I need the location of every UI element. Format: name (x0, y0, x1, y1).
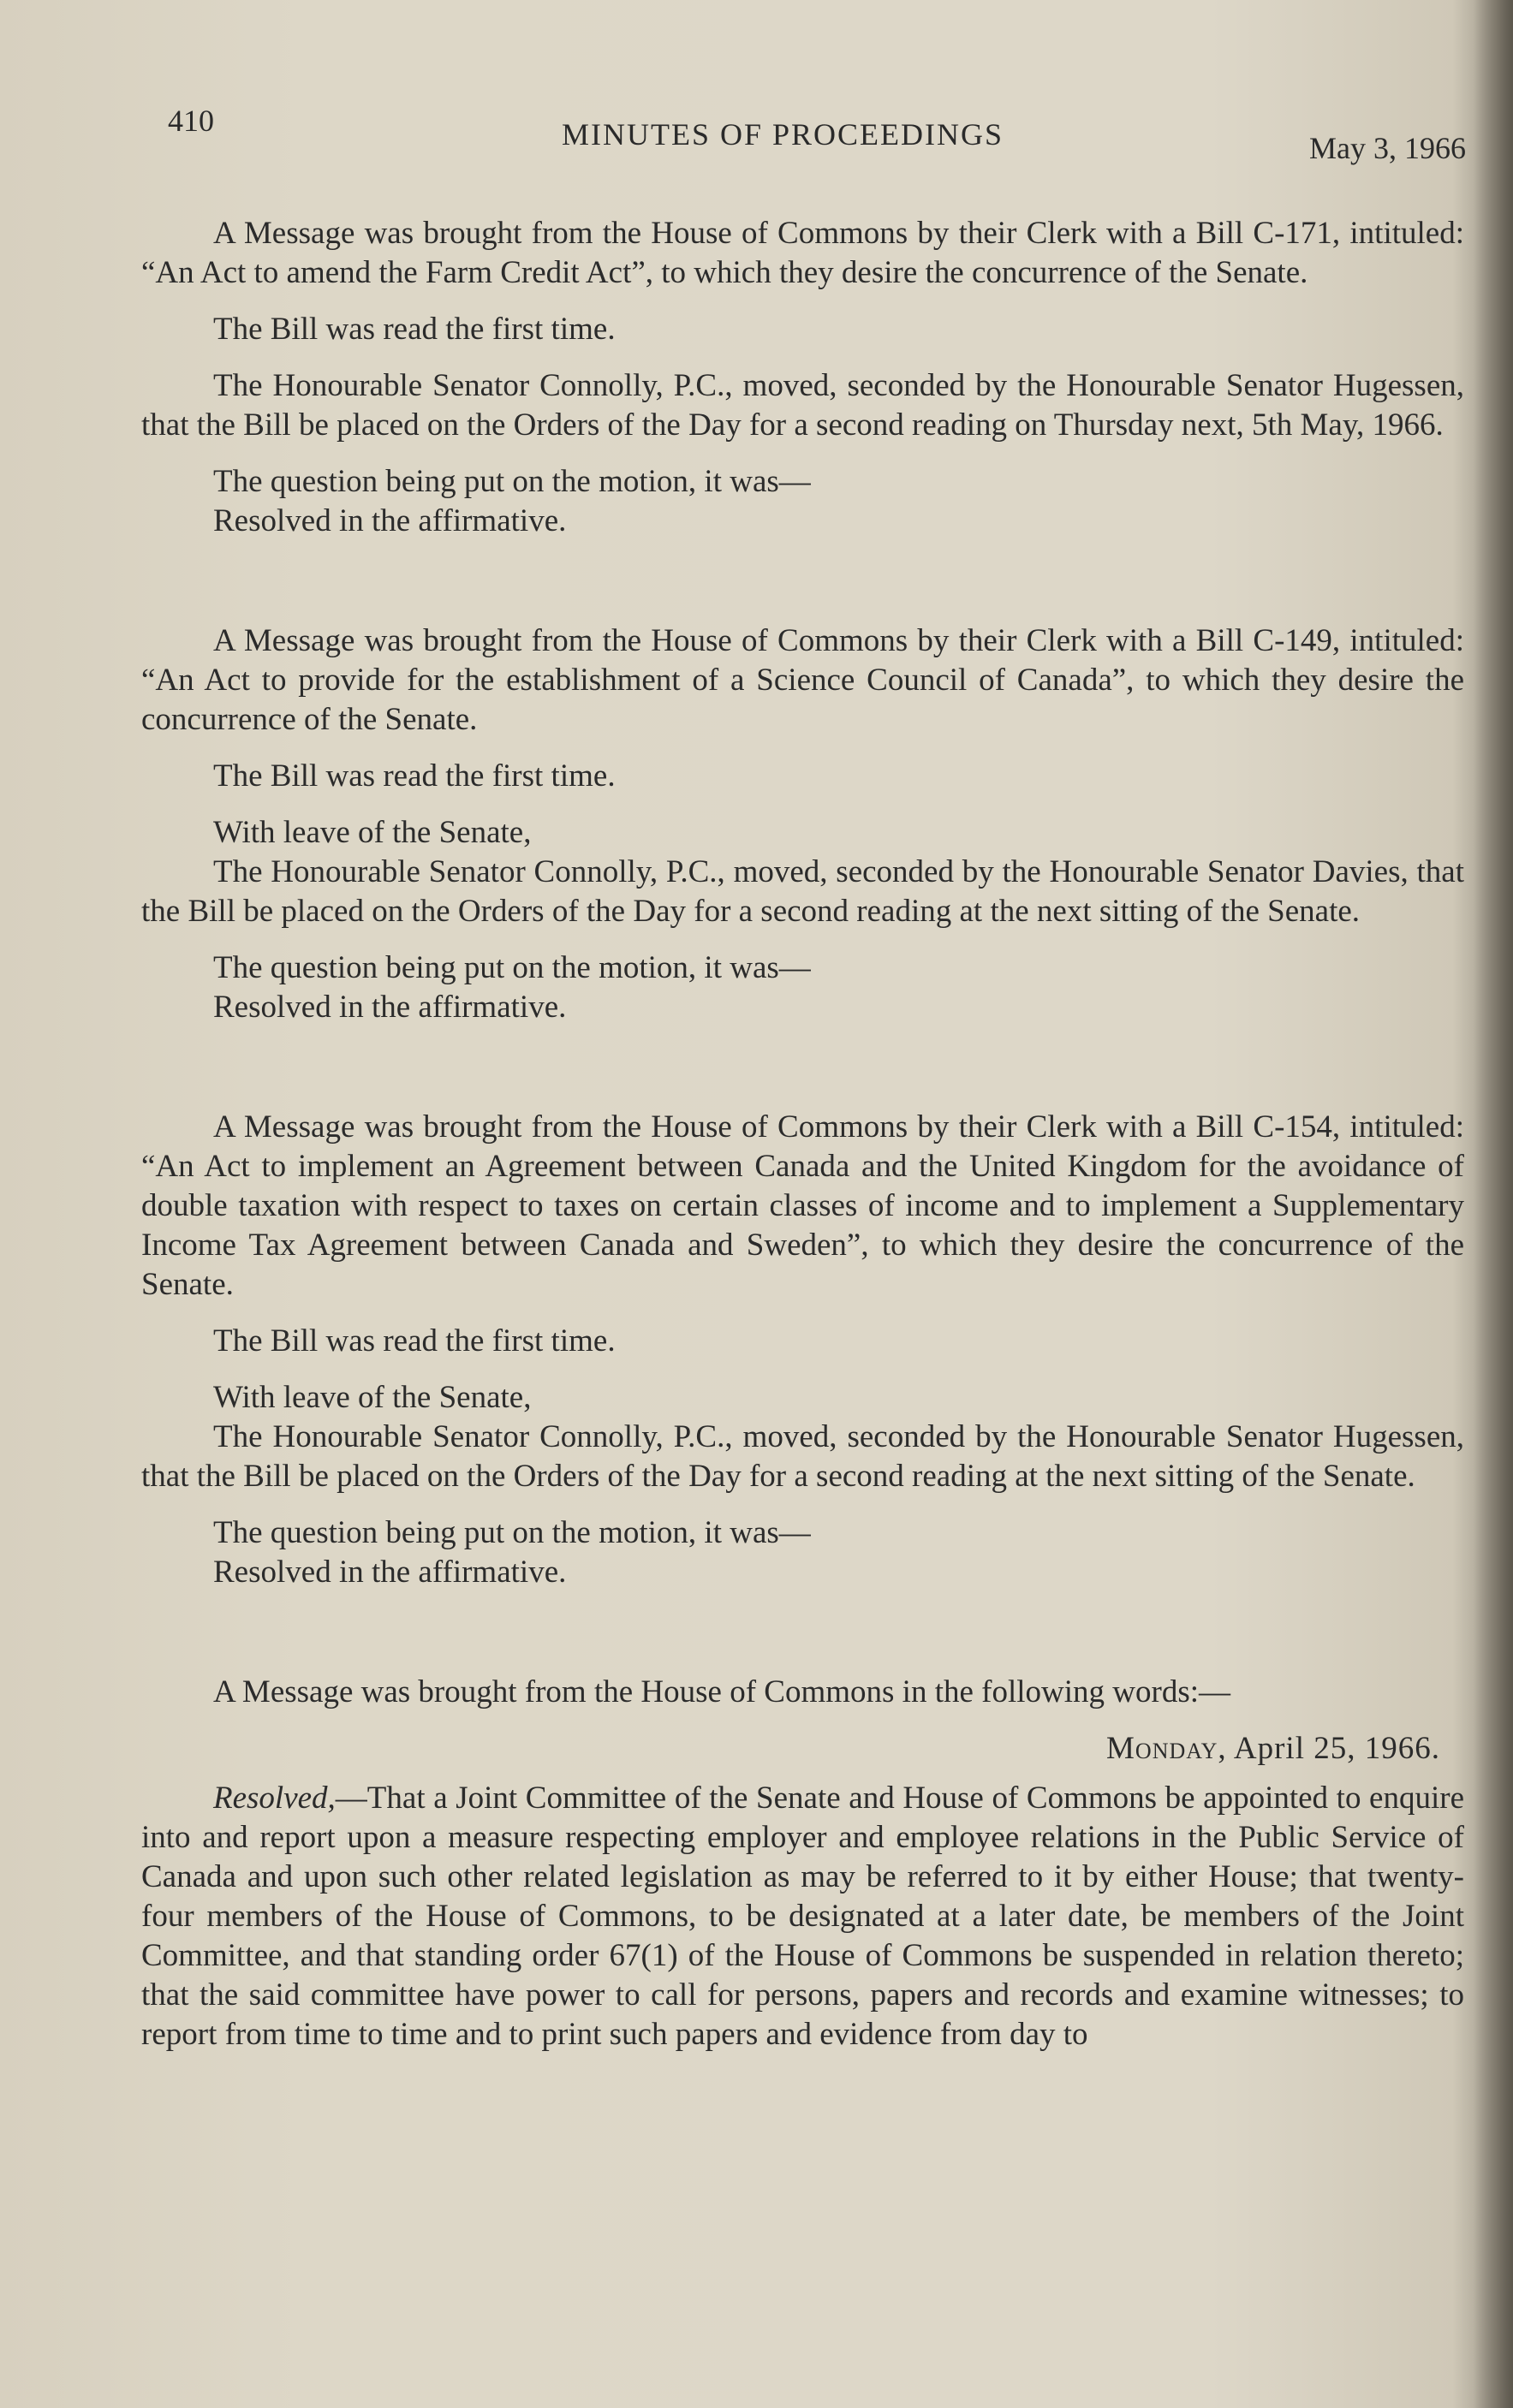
bill-c171-section (141, 214, 1464, 541)
message-date-rest: April 25, 1966. (1233, 1731, 1440, 1766)
bill-message-paragraph: A Message was brought from the House of Commons by their Clerk with a Bill C-154, intituled: “An Act to implement an Agreement between Canada and the United Kingdom for the avoidance of double taxation with respect to taxes on certain classes of income and to implement a Supplementary Income Tax Agreement between Canada and Sweden”, to which they desire the concurrence of the Senate. (141, 1109, 1464, 1302)
resolution-line: Resolved in the affirmative. (213, 1555, 567, 1590)
running-title: MINUTES OF PROCEEDINGS (562, 117, 1004, 152)
motion-paragraph: The Honourable Senator Connolly, P.C., moved, seconded by the Honourable Senator Hugessen, that the Bill be placed on the Orders of the Day for a second reading at the next sitting of the Senate. (141, 1419, 1464, 1494)
bill-c149-section (141, 621, 1464, 1027)
page-number: 410 (168, 104, 214, 138)
first-reading-paragraph: The Bill was read the first time. (213, 758, 616, 794)
resolution-paragraph (141, 1779, 1464, 2054)
commons-message-paragraph: A Message was brought from the House of Commons in the following words:— (213, 1674, 1230, 1709)
page-spine-shadow (1474, 0, 1513, 2408)
first-reading-paragraph: The Bill was read the first time. (213, 1323, 616, 1359)
leave-line: With leave of the Senate, (213, 1380, 532, 1415)
bill-message-paragraph: A Message was brought from the House of Commons by their Clerk with a Bill C-171, intituled: “An Act to amend the Farm Credit Act”, to which they desire the concurrence of the Senate. (141, 216, 1464, 290)
motion-paragraph: The Honourable Senator Connolly, P.C., moved, seconded by the Honourable Senator Davies, that the Bill be placed on the Orders of the Day for a second reading at the next sitting of the Senate. (141, 854, 1464, 929)
message-date-day: Monday, (1106, 1731, 1227, 1766)
leave-line: With leave of the Senate, (213, 815, 532, 850)
motion-paragraph: The Honourable Senator Connolly, P.C., moved, seconded by the Honourable Senator Hugessen, that the Bill be placed on the Orders of the Day for a second reading on Thursday next, 5th May, 1966. (141, 368, 1464, 443)
resolved-label: Resolved, (213, 1781, 336, 1816)
question-line: The question being put on the motion, it was— (213, 950, 811, 985)
resolution-line: Resolved in the affirmative. (213, 503, 567, 538)
question-line: The question being put on the motion, it was— (213, 464, 811, 499)
page-content (141, 214, 1464, 2072)
message-date-line (141, 1729, 1440, 1769)
joint-committee-section (141, 1673, 1464, 2054)
header-date: May 3, 1966 (1309, 131, 1466, 165)
first-reading-paragraph: The Bill was read the first time. (213, 312, 616, 347)
question-line: The question being put on the motion, it was— (213, 1515, 811, 1550)
resolution-line: Resolved in the affirmative. (213, 990, 567, 1025)
bill-message-paragraph: A Message was brought from the House of Commons by their Clerk with a Bill C-149, intituled: “An Act to provide for the establishment of a Science Council of Canada”, to which they desire the concurrence of the Senate. (141, 623, 1464, 737)
page-header (168, 103, 1466, 163)
bill-c154-section (141, 1108, 1464, 1592)
resolved-text: —That a Joint Committee of the Senate and House of Commons be appointed to enquire into and report upon a measure respecting employer and employee relations in the Public Service of Canada and upon such other related legislation as may be referred to it by either House; that twenty-four members of the House of Commons, to be designated at a later date, be members of the Joint Committee, and that standing order 67(1) of the House of Commons be suspended in relation thereto; that the said committee have power to call for persons, papers and records and examine witnesses; to report from time to time and to print such papers and evidence from day to (141, 1781, 1464, 2052)
